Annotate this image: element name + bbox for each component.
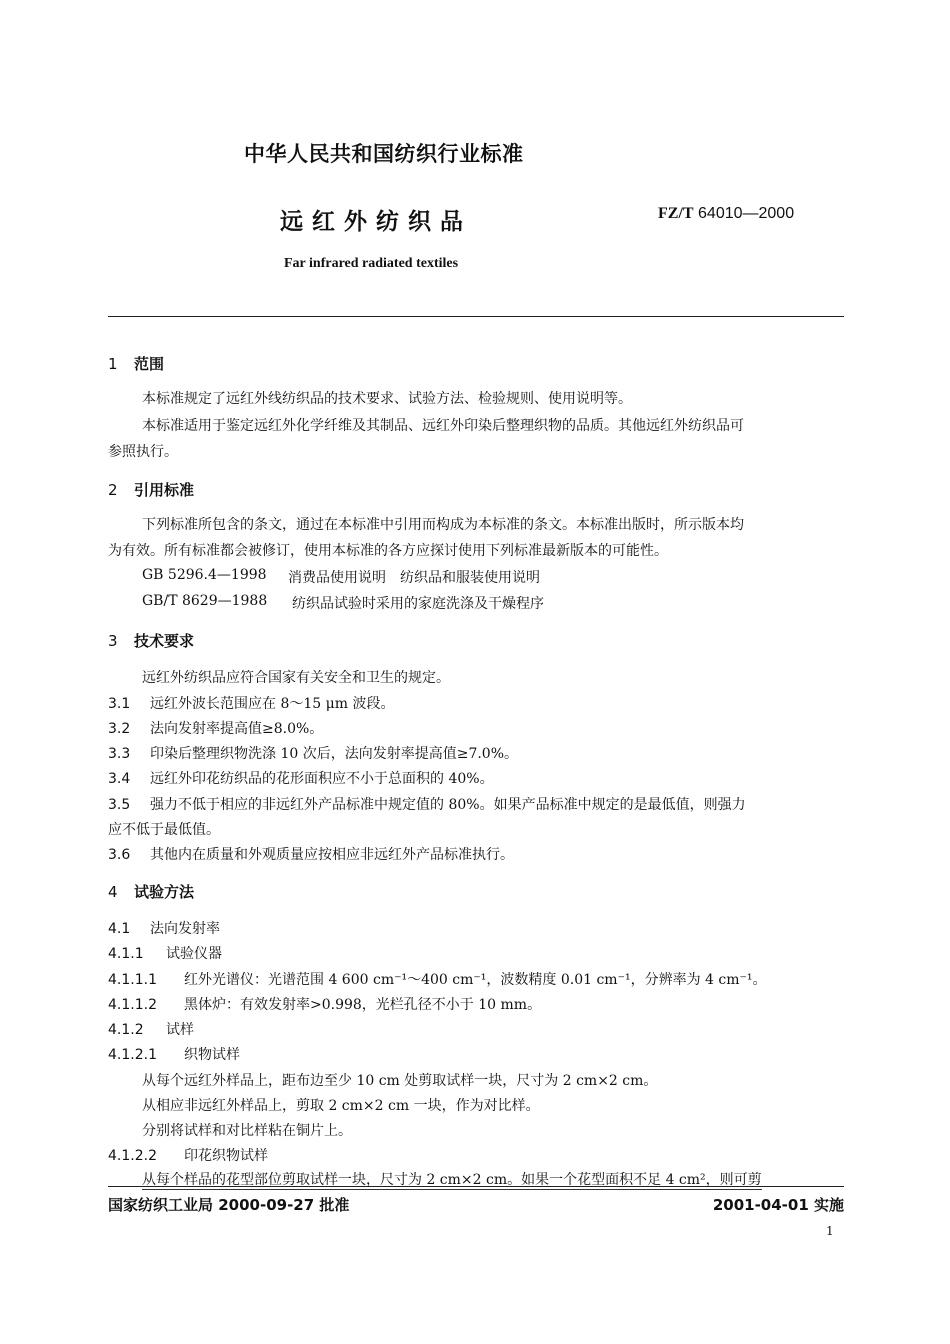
standard-number — [658, 205, 794, 223]
clause-number: 4.1.1.2 — [108, 997, 157, 1013]
reference-title: 纺织品试验时采用的家庭洗涤及干燥程序 — [292, 596, 544, 612]
paragraph: 分别将试样和对比样粘在铜片上。 — [142, 1123, 352, 1139]
clause-continuation: 应不低于最低值。 — [108, 822, 220, 838]
reference-code: GB 5296.4—1998 — [142, 567, 267, 583]
clause-3-2 — [108, 718, 323, 738]
clause-4-1-1-1 — [108, 969, 767, 989]
clause-number: 4.1.2 — [108, 1022, 144, 1038]
section-2-heading — [108, 479, 194, 500]
paragraph: 从每个样品的花型部位剪取试样一块，尺寸为 2 cm×2 cm。如果一个花型面积不足 4 cm²，则可剪 — [142, 1169, 762, 1190]
clause-number: 4.1.1.1 — [108, 972, 157, 988]
clause-number: 3.6 — [108, 847, 131, 863]
clause-3-3 — [108, 743, 518, 763]
clause-3-1 — [108, 693, 394, 713]
paragraph: 本标准规定了远红外线纺织品的技术要求、试验方法、检验规则、使用说明等。 — [142, 391, 632, 407]
paragraph: 本标准适用于鉴定远红外化学纤维及其制品、远红外印染后整理织物的品质。其他远红外纺织品可 — [142, 418, 744, 434]
page-number: 1 — [826, 1224, 834, 1238]
clause-number: 4.1.2.2 — [108, 1148, 157, 1164]
clause-text: 远红外印花纺织品的花形面积应不小于总面积的 40%。 — [150, 771, 494, 787]
paragraph: 远红外纺织品应符合国家有关安全和卫生的规定。 — [142, 670, 450, 686]
clause-text: 印染后整理织物洗涤 10 次后，法向发射率提高值≥7.0%。 — [150, 746, 519, 762]
clause-3-5 — [108, 794, 746, 814]
section-number: 2 — [108, 481, 118, 499]
clause-4-1-1-2 — [108, 994, 541, 1014]
clause-text: 试样 — [166, 1022, 194, 1038]
clause-4-1-2-1 — [108, 1044, 240, 1064]
implementation-line: 2001-04-01 实施 — [712, 1196, 844, 1214]
clause-number: 3.2 — [108, 721, 131, 737]
clause-text: 强力不低于相应的非远红外产品标准中规定值的 80%。如果产品标准中规定的是最低值，则强力 — [150, 797, 746, 813]
clause-text: 远红外波长范围应在 8～15 μm 波段。 — [150, 696, 395, 712]
section-number: 4 — [108, 883, 118, 901]
section-4-heading — [108, 881, 194, 902]
org-title: 中华人民共和国纺织行业标准 — [244, 142, 524, 166]
section-number: 1 — [108, 355, 118, 373]
paragraph: 从相应非远红外样品上，剪取 2 cm×2 cm 一块，作为对比样。 — [142, 1098, 540, 1114]
paragraph: 下列标准所包含的条文，通过在本标准中引用而构成为本标准的条文。本标准出版时，所示版本均 — [142, 517, 744, 533]
paragraph-continuation: 为有效。所有标准都会被修订，使用本标准的各方应探讨使用下列标准最新版本的可能性。 — [108, 543, 668, 559]
section-1-heading — [108, 353, 164, 374]
clause-4-1-1 — [108, 943, 222, 963]
clause-4-1-2-2 — [108, 1145, 268, 1165]
paragraph: 从每个远红外样品上，距布边至少 10 cm 处剪取试样一块，尺寸为 2 cm×2 cm。 — [142, 1073, 658, 1089]
approval-line: 国家纺织工业局 2000-09-27 批准 — [108, 1196, 350, 1214]
clause-number: 4.1 — [108, 921, 131, 937]
section-title: 引用标准 — [134, 481, 195, 499]
clause-text: 法向发射率 — [150, 921, 220, 937]
clause-text: 织物试样 — [184, 1047, 240, 1063]
paragraph-continuation: 参照执行。 — [108, 444, 178, 460]
clause-4-1-2 — [108, 1019, 194, 1039]
clause-number: 4.1.2.1 — [108, 1047, 157, 1063]
clause-3-6 — [108, 844, 514, 864]
clause-text: 法向发射率提高值≥8.0%。 — [150, 721, 324, 737]
section-number: 3 — [108, 632, 118, 650]
clause-number: 3.1 — [108, 696, 131, 712]
clause-3-4 — [108, 768, 494, 788]
section-title: 范围 — [134, 355, 165, 373]
reference-code: GB/T 8629—1988 — [142, 593, 268, 609]
standard-code: 64010—2000 — [698, 205, 795, 222]
section-3-heading — [108, 630, 194, 651]
footer-rule — [108, 1186, 844, 1187]
clause-text: 其他内在质量和外观质量应按相应非远红外产品标准执行。 — [150, 847, 514, 863]
document-title: 远红外纺织品 — [280, 209, 472, 235]
clause-text: 黑体炉：有效发射率>0.998，光栏孔径不小于 10 mm。 — [184, 997, 542, 1013]
clause-number: 3.3 — [108, 746, 131, 762]
clause-number: 3.5 — [108, 797, 131, 813]
clause-number: 3.4 — [108, 771, 131, 787]
clause-text: 试验仪器 — [166, 946, 222, 962]
section-title: 技术要求 — [134, 632, 195, 650]
clause-text: 印花织物试样 — [184, 1148, 268, 1164]
clause-text: 红外光谱仪：光谱范围 4 600 cm⁻¹～400 cm⁻¹，波数精度 0.01 cm⁻¹，分辨率为 4 cm⁻¹。 — [184, 972, 767, 988]
section-title: 试验方法 — [134, 883, 195, 901]
clause-4-1 — [108, 918, 220, 938]
clause-number: 4.1.1 — [108, 946, 144, 962]
standard-prefix: FZ/T — [658, 205, 694, 222]
reference-title: 消费品使用说明 纺织品和服装使用说明 — [288, 570, 540, 586]
document-title-english: Far infrared radiated textiles — [284, 256, 459, 271]
header-rule — [108, 316, 844, 317]
